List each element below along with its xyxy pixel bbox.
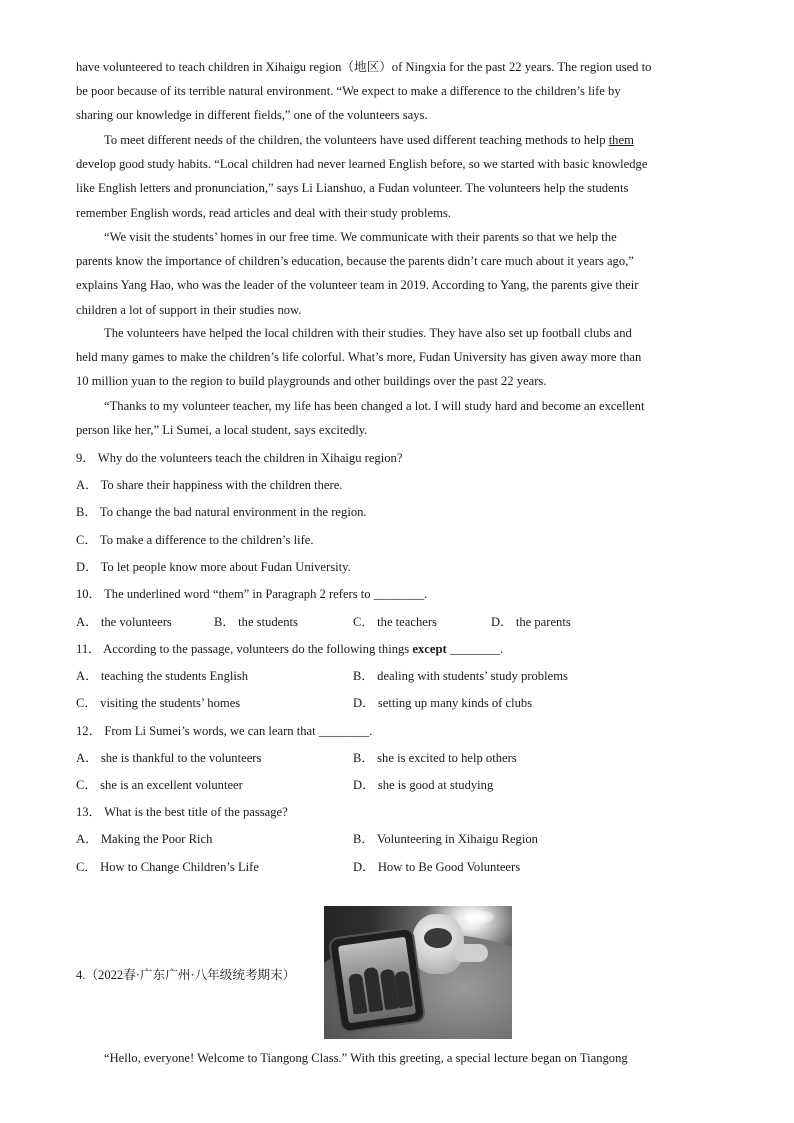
astronaut-helmet (412, 914, 464, 974)
question-13-option-b[interactable]: B． Volunteering in Xihaigu Region (353, 832, 538, 846)
question-9-stem: 9． Why do the volunteers teach the children in Xihaigu region? (76, 451, 403, 465)
stem-text: 11． According to the passage, volunteers do the following things (76, 642, 413, 656)
question-10-option-a[interactable]: A． the volunteers (76, 615, 172, 629)
passage-paragraph-2 (76, 128, 718, 225)
stem-blank: ________. (446, 642, 504, 656)
text-line: children a lot of support in their studies now. (76, 302, 302, 317)
passage-paragraph-4 (76, 321, 718, 394)
question-9-option-a[interactable]: A． To share their happiness with the children there. (76, 478, 343, 492)
question-11-option-b[interactable]: B． dealing with students’ study problems (353, 669, 568, 683)
text-line: develop good study habits. “Local children had never learned English before, so we started with basic knowledge (76, 157, 648, 172)
question-12-stem: 12． From Li Sumei’s words, we can learn that ________. (76, 724, 373, 738)
tablet-screen (338, 937, 416, 1024)
question-13-option-d[interactable]: D． How to Be Good Volunteers (353, 860, 521, 874)
underlined-word: them (608, 133, 634, 147)
question-12-option-a[interactable]: A． she is thankful to the volunteers (76, 751, 262, 765)
question-11-stem (76, 638, 503, 657)
item-4-passage-start (76, 1046, 718, 1070)
text-segment: To meet different needs of the children, the volunteers have used different teaching methods to help (104, 133, 609, 147)
tablet-device (330, 929, 424, 1032)
passage-paragraph-5 (76, 394, 718, 442)
question-10-option-b[interactable]: B． the students (214, 615, 298, 629)
stem-emphasis: except (412, 642, 447, 656)
question-12-option-b[interactable]: B． she is excited to help others (353, 751, 517, 765)
question-11-option-d[interactable]: D． setting up many kinds of clubs (353, 696, 533, 710)
text-line: like English letters and pronunciation,” says Li Lianshuo, a Fudan volunteer. The volunteers help the students (76, 181, 629, 196)
passage-paragraph-1 (76, 55, 718, 128)
helmet-visor (424, 928, 452, 948)
sun-glare (464, 910, 494, 924)
text-line: held many games to make the children’s life colorful. What’s more, Fudan University has given away more than (76, 350, 642, 365)
text-line (76, 128, 718, 152)
text-line: explains Yang Hao, who was the leader of the volunteer team in 2019. According to Yang, the parents give their (76, 278, 639, 293)
astronaut-arm (454, 944, 488, 962)
question-9-option-b[interactable]: B． To change the bad natural environment in the region. (76, 505, 367, 519)
text-line: sharing our knowledge in different fields,” one of the volunteers says. (76, 108, 428, 123)
question-12-option-c[interactable]: C． she is an excellent volunteer (76, 778, 243, 792)
question-9-option-d[interactable]: D． To let people know more about Fudan University. (76, 560, 351, 574)
question-10-option-d[interactable]: D． the parents (491, 615, 571, 629)
question-12-option-d[interactable]: D． she is good at studying (353, 778, 494, 792)
astronaut-tablet-image (324, 906, 512, 1039)
text-line: person like her,” Li Sumei, a local student, says excitedly. (76, 423, 368, 438)
text-line: be poor because of its terrible natural environment. “We expect to make a difference to the children’s life by (76, 84, 621, 99)
text-line: “Hello, everyone! Welcome to Tiangong Class.” With this greeting, a special lecture began on Tiangong (104, 1051, 628, 1065)
question-13-option-a[interactable]: A． Making the Poor Rich (76, 832, 213, 846)
question-13-option-c[interactable]: C． How to Change Children’s Life (76, 860, 259, 874)
question-10-stem: 10． The underlined word “them” in Paragraph 2 refers to ________. (76, 587, 428, 601)
text-line: The volunteers have helped the local children with their studies. They have also set up football clubs and (104, 326, 632, 340)
question-11-option-a[interactable]: A． teaching the students English (76, 669, 249, 683)
passage-paragraph-3 (76, 225, 718, 322)
item-4-source-label: 4.（2022春·广东广州·八年级统考期末） (76, 968, 296, 982)
question-10-option-c[interactable]: C． the teachers (353, 615, 437, 629)
question-11-option-c[interactable]: C． visiting the students’ homes (76, 696, 241, 710)
text-line: “We visit the students’ homes in our free time. We communicate with their parents so that we help the (104, 230, 617, 244)
text-line: 10 million yuan to the region to build playgrounds and other buildings over the past 22 years. (76, 374, 547, 389)
text-line: “Thanks to my volunteer teacher, my life has been changed a lot. I will study hard and become an excellent (104, 399, 645, 413)
text-line: parents know the importance of children’s education, because the parents didn’t care much about it years ago,” (76, 254, 634, 269)
question-9-option-c[interactable]: C． To make a difference to the children’s life. (76, 533, 314, 547)
question-13-stem: 13． What is the best title of the passage? (76, 805, 288, 819)
text-line: have volunteered to teach children in Xihaigu region（地区）of Ningxia for the past 22 years. The region used to (76, 60, 652, 74)
text-line: remember English words, read articles and deal with their study problems. (76, 205, 451, 220)
